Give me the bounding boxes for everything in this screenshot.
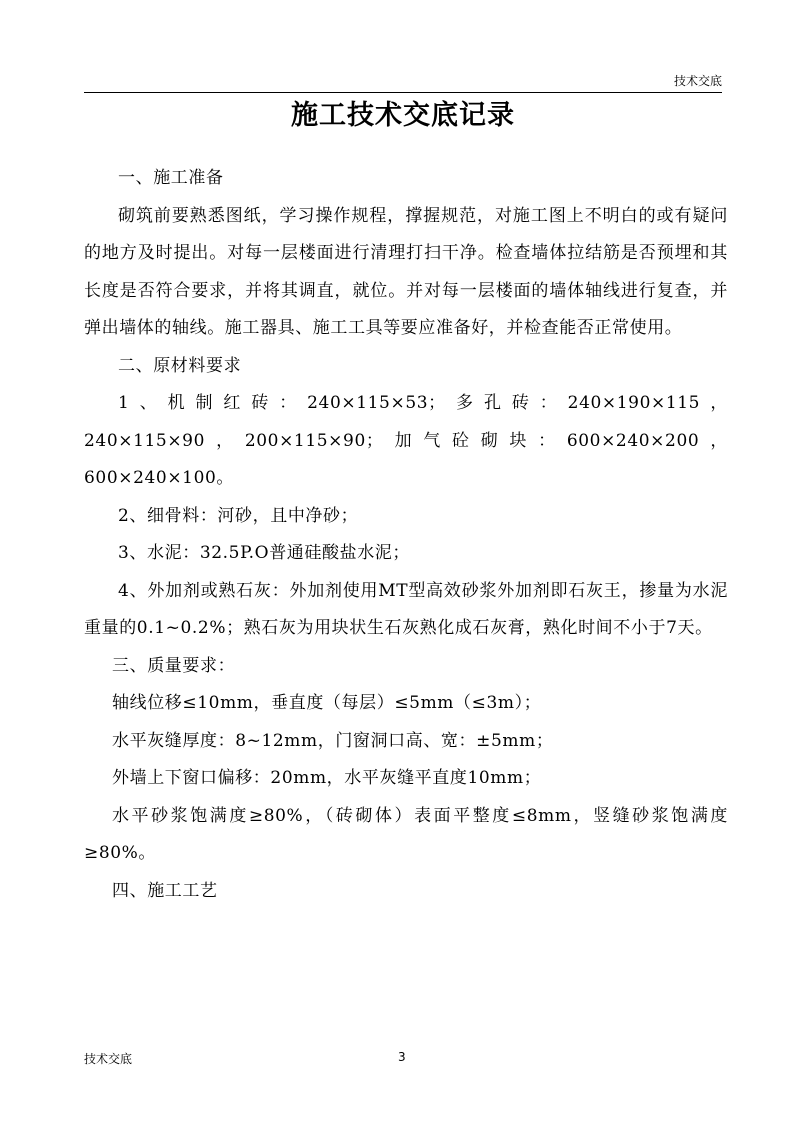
page-header: 技术交底 <box>673 74 722 88</box>
document-body <box>84 160 728 910</box>
quality-item-joint: 水平灰缝厚度：8~12mm，门窗洞口高、宽：±5mm； <box>112 730 554 751</box>
paragraph-admixture: 4、外加剂或熟石灰：外加剂使用MT型高效砂浆外加剂即石灰王，掺量为水泥重量的0.1~0.2%；熟石灰为用块状生石灰熟化成石灰膏，熟化时间不小于7天。 <box>84 580 728 638</box>
section-heading-quality: 三、质量要求： <box>112 655 236 676</box>
paragraph-preparation: 砌筑前要熟悉图纸，学习操作规程，撑握规范，对施工图上不明白的或有疑问的地方及时提出。对每一层楼面进行清理打扫干净。检查墙体拉结筋是否预埋和其长度是否符合要求，并将其调直，就位。并对每一层楼面的墙体轴线进行复查，并弹出墙体的轴线。施工器具、施工工具等要应准备好，并检查能否正常使用。 <box>84 205 728 338</box>
header-divider <box>84 92 722 93</box>
section-heading-preparation: 一、施工准备 <box>118 168 224 188</box>
quality-item-mortar: 水平砂浆饱满度≥80%，（砖砌体）表面平整度≤8mm，竖缝砂浆饱满度≥80%。 <box>84 805 728 863</box>
page-number: 3 <box>398 1050 406 1064</box>
section-heading-process: 四、施工工艺 <box>112 880 218 901</box>
paragraph-aggregate: 2、细骨料：河砂，且中净砂； <box>118 505 359 526</box>
section-heading-materials: 二、原材料要求 <box>118 355 242 376</box>
paragraph-cement: 3、水泥：32.5P.O普通硅酸盐水泥； <box>118 543 411 563</box>
quality-item-axis: 轴线位移≤10mm，垂直度（每层）≤5mm（≤3m）； <box>112 693 542 713</box>
paragraph-bricks: 1、机制红砖：240×115×53；多孔砖：240×190×115，240×115×90，200×115×90；加气砼砌块：600×240×200，600×240×100。 <box>84 393 728 488</box>
quality-item-window: 外墙上下窗口偏移：20mm，水平灰缝平直度10mm； <box>112 768 542 788</box>
document-title: 施工技术交底记录 <box>291 100 515 131</box>
page-footer-label: 技术交底 <box>84 1052 133 1066</box>
